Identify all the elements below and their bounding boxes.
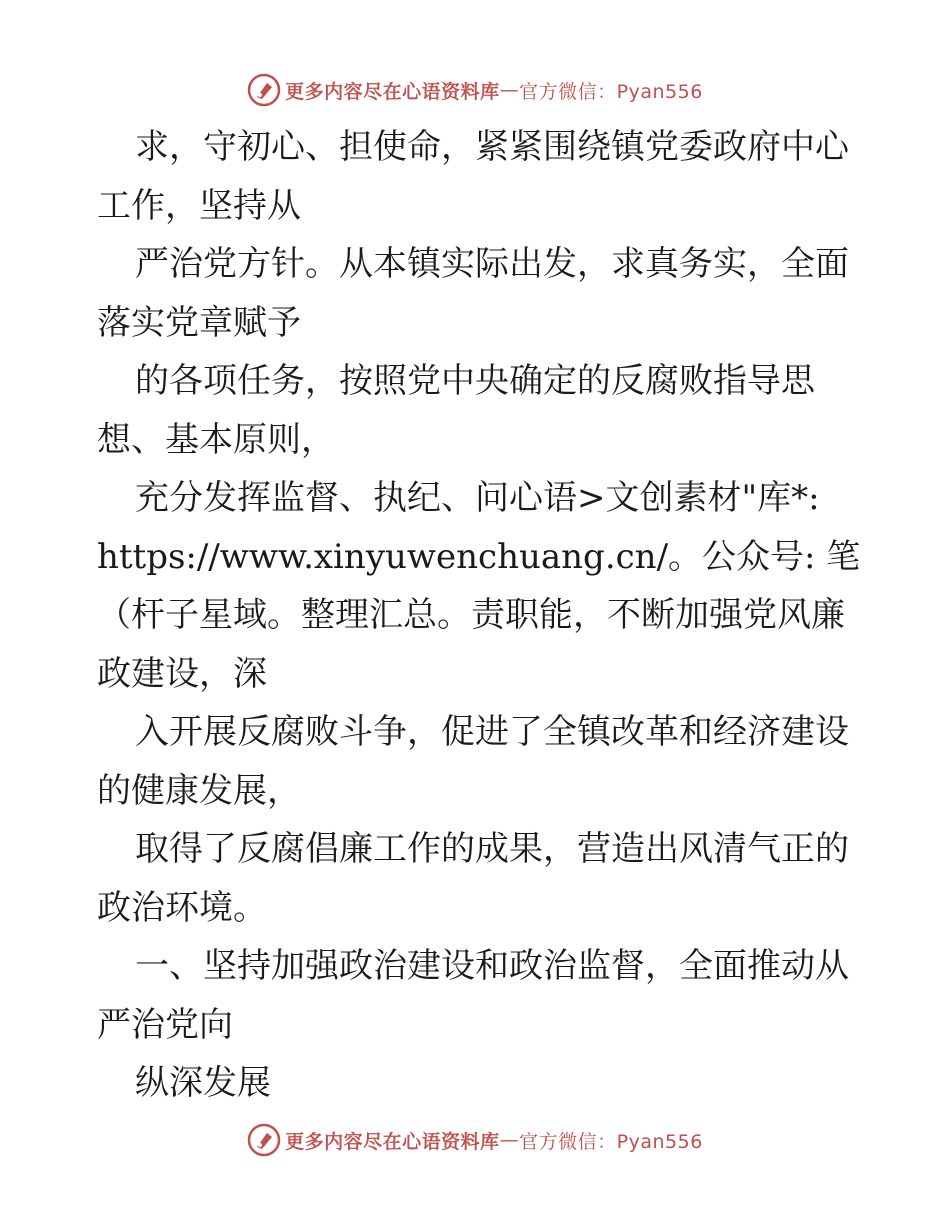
paragraph-line: 求，守初心、担使命，紧紧围绕镇党委政府中心: [135, 127, 849, 167]
paragraph-line: 工作，坚持从: [97, 185, 301, 226]
pen-nib-logo-icon: [247, 73, 281, 107]
section-heading-line: 严治党向: [97, 1004, 233, 1045]
section-heading-line: 纵深发展: [135, 1063, 271, 1103]
paragraph-line-url: https://www.xinyuwenchuang.cn/。公众号: 笔: [97, 536, 861, 577]
paragraph-line: 政建设，深: [97, 653, 267, 694]
paragraph-line: 严治党方针。从本镇实际出发，求真务实，全面: [135, 244, 849, 284]
paragraph-line: （杆子星域。整理汇总。责职能，不断加强党风廉: [97, 595, 845, 635]
banner-wechat-text: 官方微信：Pyan556: [519, 80, 703, 103]
paragraph-line: 的各项任务，按照党中央确定的反腐败指导思: [135, 361, 815, 401]
header-watermark: [0, 70, 950, 110]
banner-wechat-text: 官方微信：Pyan556: [519, 1130, 703, 1153]
section-heading-line: 一、坚持加强政治建设和政治监督，全面推动从: [135, 946, 849, 986]
paragraph-line: 政治环境。: [97, 887, 267, 928]
banner-separator: —: [499, 79, 520, 101]
banner-site-text: 更多内容尽在心语资料库: [285, 80, 500, 103]
paragraph-line: 充分发挥监督、执纪、问心语>文创素材"库*:: [135, 478, 820, 518]
pen-nib-logo-icon: [247, 1123, 281, 1157]
paragraph-line: 取得了反腐倡廉工作的成果，营造出风清气正的: [135, 829, 849, 869]
paragraph-line: 落实党章赋予: [97, 302, 301, 343]
footer-watermark: [0, 1120, 950, 1160]
paragraph-line: 想、基本原则，: [97, 419, 335, 460]
banner-site-text: 更多内容尽在心语资料库: [285, 1130, 500, 1153]
banner-separator: —: [499, 1129, 520, 1151]
paragraph-line: 的健康发展，: [97, 770, 301, 811]
paragraph-line: 入开展反腐败斗争，促进了全镇改革和经济建设: [135, 712, 849, 752]
document-body: [97, 118, 861, 1113]
